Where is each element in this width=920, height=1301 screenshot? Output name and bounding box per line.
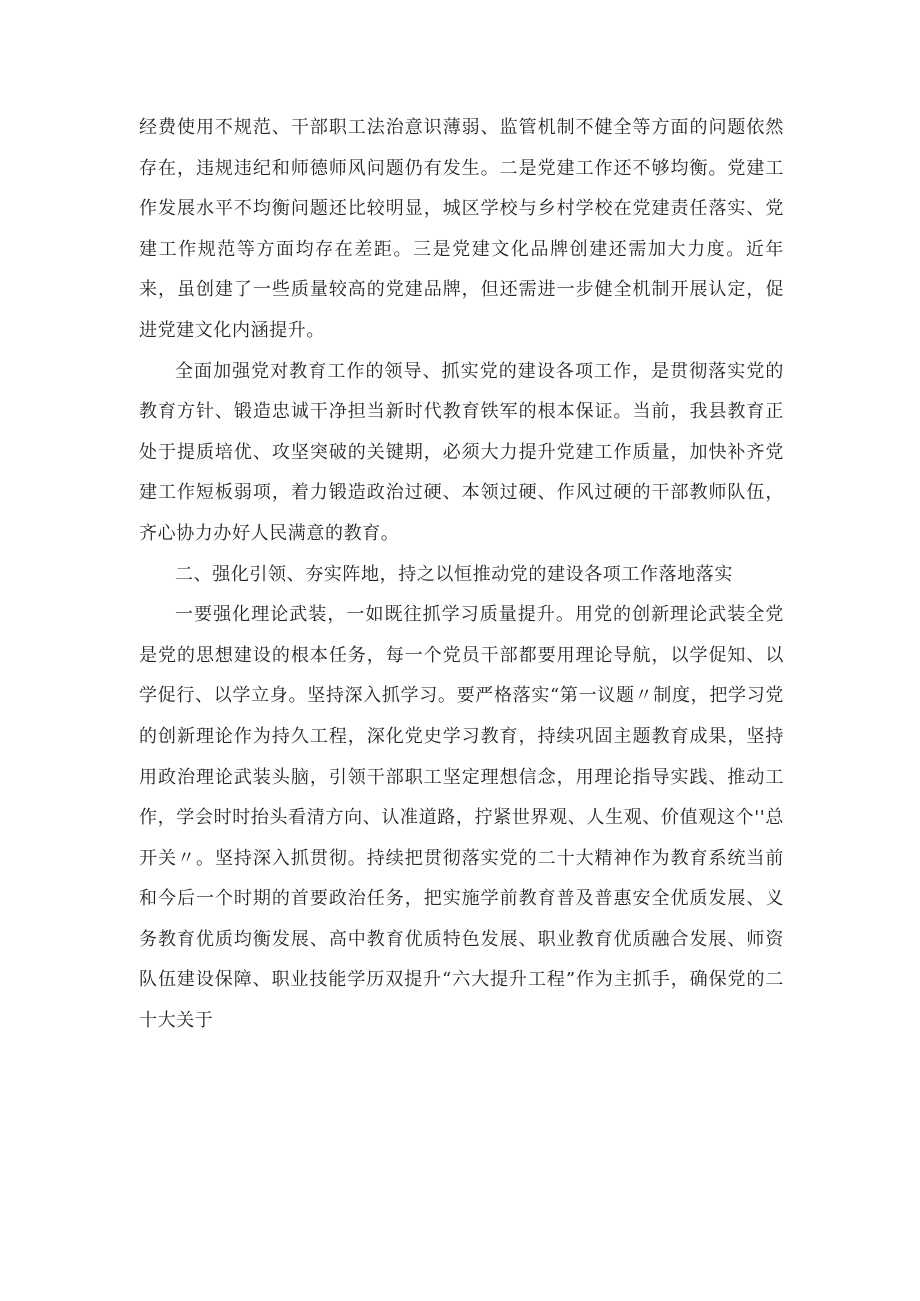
section-heading: 二、强化引领、夯实阵地，持之以恒推动党的建设各项工作落地落实 bbox=[175, 563, 733, 585]
paragraph-party-leadership: 全面加强党对教育工作的领导、抓实党的建设各项工作，是贯彻落实党的教育方针、锻造忠诚干净担当新时代教育铁军的根本保证。当前，我县教育正处于提质培优、攻坚突破的关键期，必须大力提升党建工作质量，加快补齐党建工作短板弱项，着力锻造政治过硬、本领过硬、作风过硬的干部教师队伍，齐心协力办好人民满意的教育。 bbox=[139, 360, 784, 544]
paragraph-continuation: 经费使用不规范、干部职工法治意识薄弱、监管机制不健全等方面的问题依然存在，违规违纪和师德师风问题仍有发生。二是党建工作还不够均衡。党建工作发展水平不均衡问题还比较明显，城区学校与乡村学校在党建责任落实、党建工作规范等方面均存在差距。三是党建文化品牌创建还需加大力度。近年来，虽创建了一些质量较高的党建品牌，但还需进一步健全机制开展认定，促进党建文化内涵提升。 bbox=[139, 117, 784, 341]
document-body bbox=[139, 108, 784, 1042]
paragraph-theory-armament: 一要强化理论武装，一如既往抓学习质量提升。用党的创新理论武装全党是党的思想建设的根本任务，每一个党员干部都要用理论导航，以学促知、以学促行、以学立身。坚持深入抓学习。要严格落实“第一议题〃制度，把学习党的创新理论作为持久工程，深化党史学习教育，持续巩固主题教育成果，坚持用政治理论武装头脑，引领干部职工坚定理想信念，用理论指导实践、推动工作，学会时时抬头看清方向、认准道路，拧紧世界观、人生观、价值观这个''总开关〃。坚持深入抓贯彻。持续把贯彻落实党的二十大精神作为教育系统当前和今后一个时期的首要政治任务，把实施学前教育普及普惠安全优质发展、义务教育优质均衡发展、高中教育优质特色发展、职业教育优质融合发展、师资队伍建设保障、职业技能学历双提升“六大提升工程”作为主抓手，确保党的二十大关于 bbox=[139, 604, 784, 1032]
